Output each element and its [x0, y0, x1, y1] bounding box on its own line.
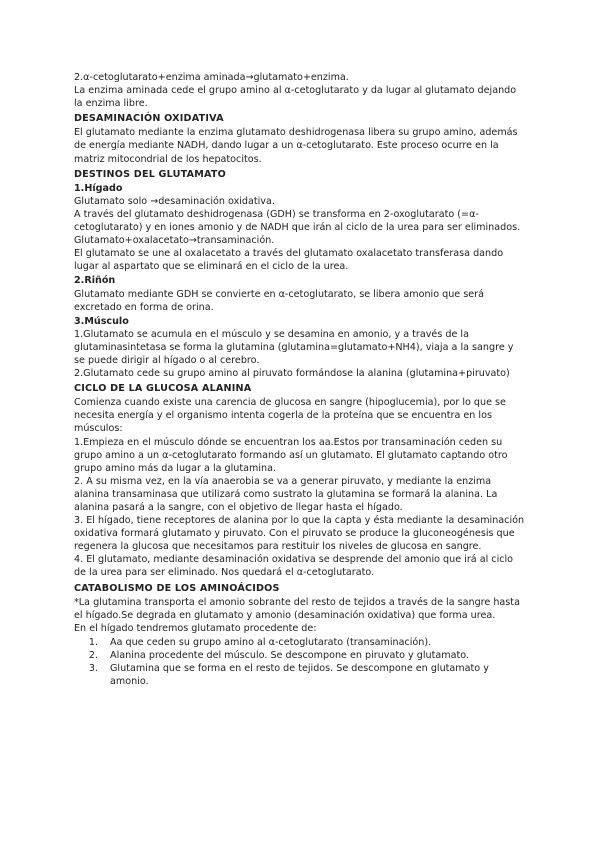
paragraph: *La glutamina transporta el amonio sobrante del resto de tejidos a través de la sangre hasta el hígado.Se degrada en glutamato y amonio (desaminación oxidativa) que forma urea.: [74, 596, 520, 621]
list-item-text: Aa que ceden su grupo amino al α-cetoglutarato (transaminación).: [110, 636, 432, 648]
list-item-number: 3.: [88, 663, 98, 675]
paragraph: 2.Glutamato cede su grupo amino al piruvato formándose la alanina (glutamina+piruvato): [74, 368, 510, 380]
paragraph: 3. El hígado, tiene receptores de alanina por lo que la capta y ésta mediante la desaminación oxidativa formará glutamato y piruvato. Con el piruvato se produce la gluconeogénesis que regenera la glucosa que necesitamos para restituir los niveles de glucosa en sangre.: [74, 515, 525, 553]
paragraph: 1.Empieza en el músculo dónde se encuentran los aa.Estos por transaminación ceden su grupo amino a un α-cetoglutarato formando así un glutamato. El glutamato captando otro grupo amino más da lugar a la glutamina.: [74, 436, 508, 474]
list-item: [74, 662, 526, 688]
section-heading-destinos-del-glutamato: DESTINOS DEL GLUTAMATO: [74, 168, 226, 180]
subsection-heading-1-higado: 1.Hígado: [74, 182, 123, 194]
list-item-number: 1.: [88, 636, 98, 648]
paragraph: 4. El glutamato, mediante desaminación oxidativa se desprende del amonio que irá al ciclo de la urea para ser eliminado. Nos quedará el α-cetoglutarato.: [74, 554, 514, 579]
paragraph: A través del glutamato deshidrogenasa (GDH) se transforma en 2-oxoglutarato (=α-cetoglutarato) y en iones amonio y de NADH que irán al ciclo de la urea para ser eliminados.: [74, 208, 521, 234]
paragraph: 2.α-cetoglutarato+enzima aminada→glutamato+enzima.: [74, 72, 349, 83]
list-item: [74, 649, 526, 662]
subsection-heading-3-musculo: 3.Músculo: [74, 315, 129, 327]
list-item: [74, 636, 526, 649]
paragraph: Glutamato mediante GDH se convierte en α-cetoglutarato, se libera amonio que será excretado en forma de orina.: [74, 288, 484, 313]
subsection-heading-2-rinon: 2.Riñón: [74, 275, 116, 287]
numbered-list: [74, 636, 526, 688]
paragraph: El glutamato mediante la enzima glutamato deshidrogenasa libera su grupo amino, además de energía mediante NADH, dando lugar a un α-cetoglutarato. Este proceso ocurre en la matriz mitocondrial de los hepatocitos.: [74, 127, 518, 165]
list-item-text: Alanina procedente del músculo. Se descompone en piruvato y glutamato.: [110, 650, 469, 662]
paragraph: 1.Glutamato se acumula en el músculo y se desamina en amonio, y a través de la glutaminasintetasa se forma la glutamina (glutamina=glutamato+NH4), viaja a la sangre y se puede dirigir al hígado o al cerebro.: [74, 328, 514, 366]
section-heading-ciclo-de-la-glucosa-alanina: CICLO DE LA GLUCOSA ALANINA: [74, 383, 252, 395]
section-heading-catabolismo-de-los-aminoacidos: CATABOLISMO DE LOS AMINOÁCIDOS: [74, 582, 280, 594]
section-heading-desaminacion-oxidativa: DESAMINACIÓN OXIDATIVA: [74, 113, 224, 125]
paragraph: El glutamato se une al oxalacetato a través del glutamato oxalacetato transferasa dando lugar al aspartato que se eliminará en el ciclo de la urea.: [74, 248, 504, 273]
list-item-number: 2.: [88, 650, 98, 662]
paragraph: Glutamato+oxalacetato→transaminación.: [74, 235, 275, 247]
list-item-text: Glutamina que se forma en el resto de tejidos. Se descompone en glutamato y amonio.: [110, 663, 489, 688]
paragraph: Glutamato solo →desaminación oxidativa.: [74, 195, 275, 207]
paragraph: En el hígado tendremos glutamato procedente de:: [74, 622, 317, 634]
paragraph: La enzima aminada cede el grupo amino al α-cetoglutarato y da lugar al glutamato dejando la enzima libre.: [74, 85, 517, 110]
paragraph: 2. A su misma vez, en la vía anaerobia se va a generar piruvato, y mediante la enzima alanina transaminasa que utilizará como sustrato la glutamina se formará la alanina. La alanina pasará a la sangre, con el objetivo de llegar hasta el hígado.: [74, 475, 498, 513]
paragraph: Comienza cuando existe una carencia de glucosa en sangre (hipoglucemia), por lo que se necesita energía y el organismo intenta cogerla de la proteína que se encuentra en los músculos:: [74, 397, 506, 435]
